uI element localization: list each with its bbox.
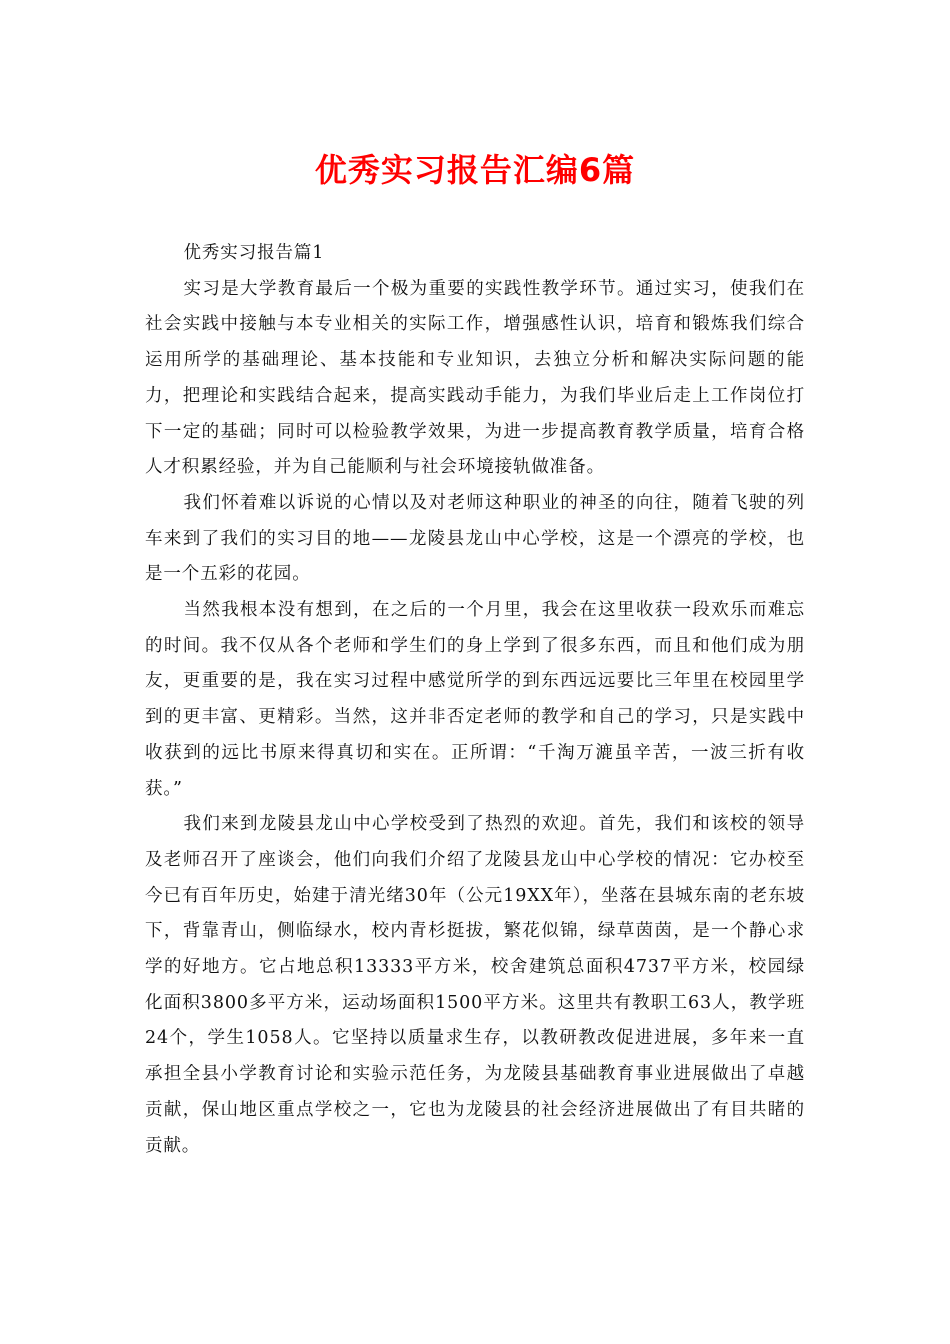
paragraph: 我们来到龙陵县龙山中心学校受到了热烈的欢迎。首先，我们和该校的领导及老师召开了座谈会，他们向我们介绍了龙陵县龙山中心学校的情况：它办校至今已有百年历史，始建于清光绪30年（公元19XX年），坐落在县城东南的老东坡下，背靠青山，侧临绿水，校内青杉挺拔，繁花似锦，绿草茵茵，是一个静心求学的好地方。它占地总积13333平方米，校舍建筑总面积4737平方米，校园绿化面积3800多平方米，运动场面积1500平方米。这里共有教职工63人，教学班24个，学生1058人。它坚持以质量求生存，以教研教改促进进展，多年来一直承担全县小学教育讨论和实验示范任务，为龙陵县基础教育事业进展做出了卓越贡献，保山地区重点学校之一，它也为龙陵县的社会经济进展做出了有目共睹的贡献。	[145, 814, 805, 1156]
document-title: 优秀实习报告汇编6篇	[314, 151, 636, 189]
paragraph: 实习是大学教育最后一个极为重要的实践性教学环节。通过实习，使我们在社会实践中接触与本专业相关的实际工作，增强感性认识，培育和锻炼我们综合运用所学的基础理论、基本技能和专业知识，去独立分析和解决实际问题的能力，把理论和实践结合起来，提高实践动手能力，为我们毕业后走上工作岗位打下一定的基础；同时可以检验教学效果，为进一步提高教育教学质量，培育合格人才积累经验，并为自己能顺利与社会环境接轨做准备。	[145, 278, 805, 478]
document-body	[145, 236, 805, 1164]
paragraph: 当然我根本没有想到，在之后的一个月里，我会在这里收获一段欢乐而难忘的时间。我不仅从各个老师和学生们的身上学到了很多东西，而且和他们成为朋友，更重要的是，我在实习过程中感觉所学的到东西远远要比三年里在校园里学到的更丰富、更精彩。当然，这并非否定老师的教学和自己的学习，只是实践中收获到的远比书原来得真切和实在。正所谓：“千淘万漉虽辛苦，一波三折有收获。”	[145, 600, 805, 799]
section-heading: 优秀实习报告篇1	[183, 243, 325, 263]
paragraph: 我们怀着难以诉说的心情以及对老师这种职业的神圣的向往，随着飞驶的列车来到了我们的实习目的地——龙陵县龙山中心学校，这是一个漂亮的学校，也是一个五彩的花园。	[145, 492, 805, 585]
